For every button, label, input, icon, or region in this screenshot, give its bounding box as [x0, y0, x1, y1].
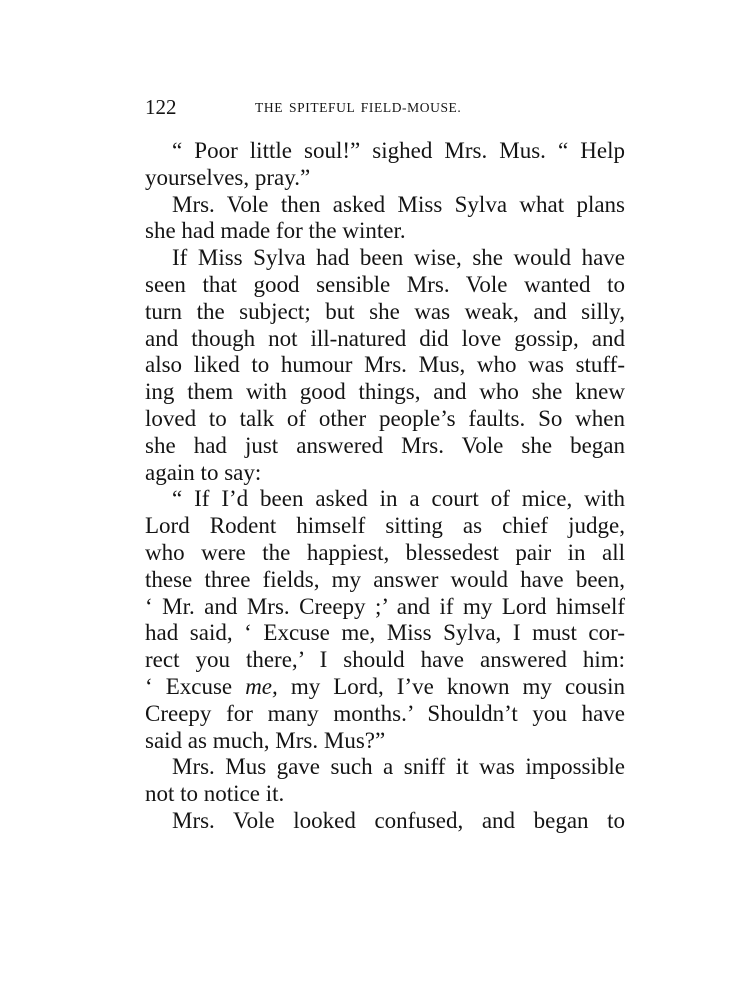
text-line: Creepy for many months.’ Shouldn’t you have	[145, 700, 625, 726]
text-line: Mrs. Vole looked confused, and began to	[172, 807, 625, 833]
text-line: ‘ Mr. and Mrs. Creepy ;’ and if my Lord himself	[145, 593, 625, 619]
text-line: also liked to humour Mrs. Mus, who was stuff-	[145, 352, 625, 378]
text-line: Lord Rodent himself sitting as chief judge,	[145, 513, 625, 539]
page-number: 122	[145, 95, 177, 119]
text-line: If Miss Sylva had been wise, she would have	[172, 245, 625, 271]
text-line: Mrs. Mus gave such a sniff it was impossible	[172, 754, 625, 780]
running-head: THE SPITEFUL FIELD-MOUSE.	[255, 100, 462, 115]
text-line: not to notice it.	[145, 781, 285, 807]
text-line: and though not ill-natured did love gossip, and	[145, 325, 625, 351]
text-segment: my Lord, I’ve known my cousin	[277, 673, 625, 699]
text-line: again to say:	[145, 459, 262, 485]
text-line: who were the happiest, blessedest pair in all	[145, 539, 625, 565]
text-line: had said, ‘ Excuse me, Miss Sylva, I must cor-	[145, 620, 625, 646]
text-line: she had just answered Mrs. Vole she began	[145, 432, 625, 458]
text-line: turn the subject; but she was weak, and silly,	[145, 298, 625, 324]
text-line: Mrs. Vole then asked Miss Sylva what plans	[172, 191, 625, 217]
text-line: “ Poor little soul!” sighed Mrs. Mus. “ Help	[172, 138, 625, 163]
text-segment: ‘ Excuse	[145, 673, 246, 699]
italic-text: me,	[245, 673, 278, 699]
text-line: said as much, Mrs. Mus?”	[145, 727, 386, 753]
body-text	[145, 138, 625, 835]
text-line: seen that good sensible Mrs. Vole wanted to	[145, 271, 625, 297]
text-line	[145, 674, 625, 701]
page-header	[145, 95, 625, 119]
text-line: she had made for the winter.	[145, 218, 406, 244]
text-line: these three fields, my answer would have been,	[145, 566, 625, 592]
text-line: rect you there,’ I should have answered him:	[145, 647, 625, 673]
text-line: yourselves, pray.”	[145, 164, 311, 190]
text-line: loved to talk of other people’s faults. So when	[145, 405, 625, 431]
text-line: ing them with good things, and who she knew	[145, 379, 625, 405]
text-line: “ If I’d been asked in a court of mice, with	[172, 486, 625, 512]
